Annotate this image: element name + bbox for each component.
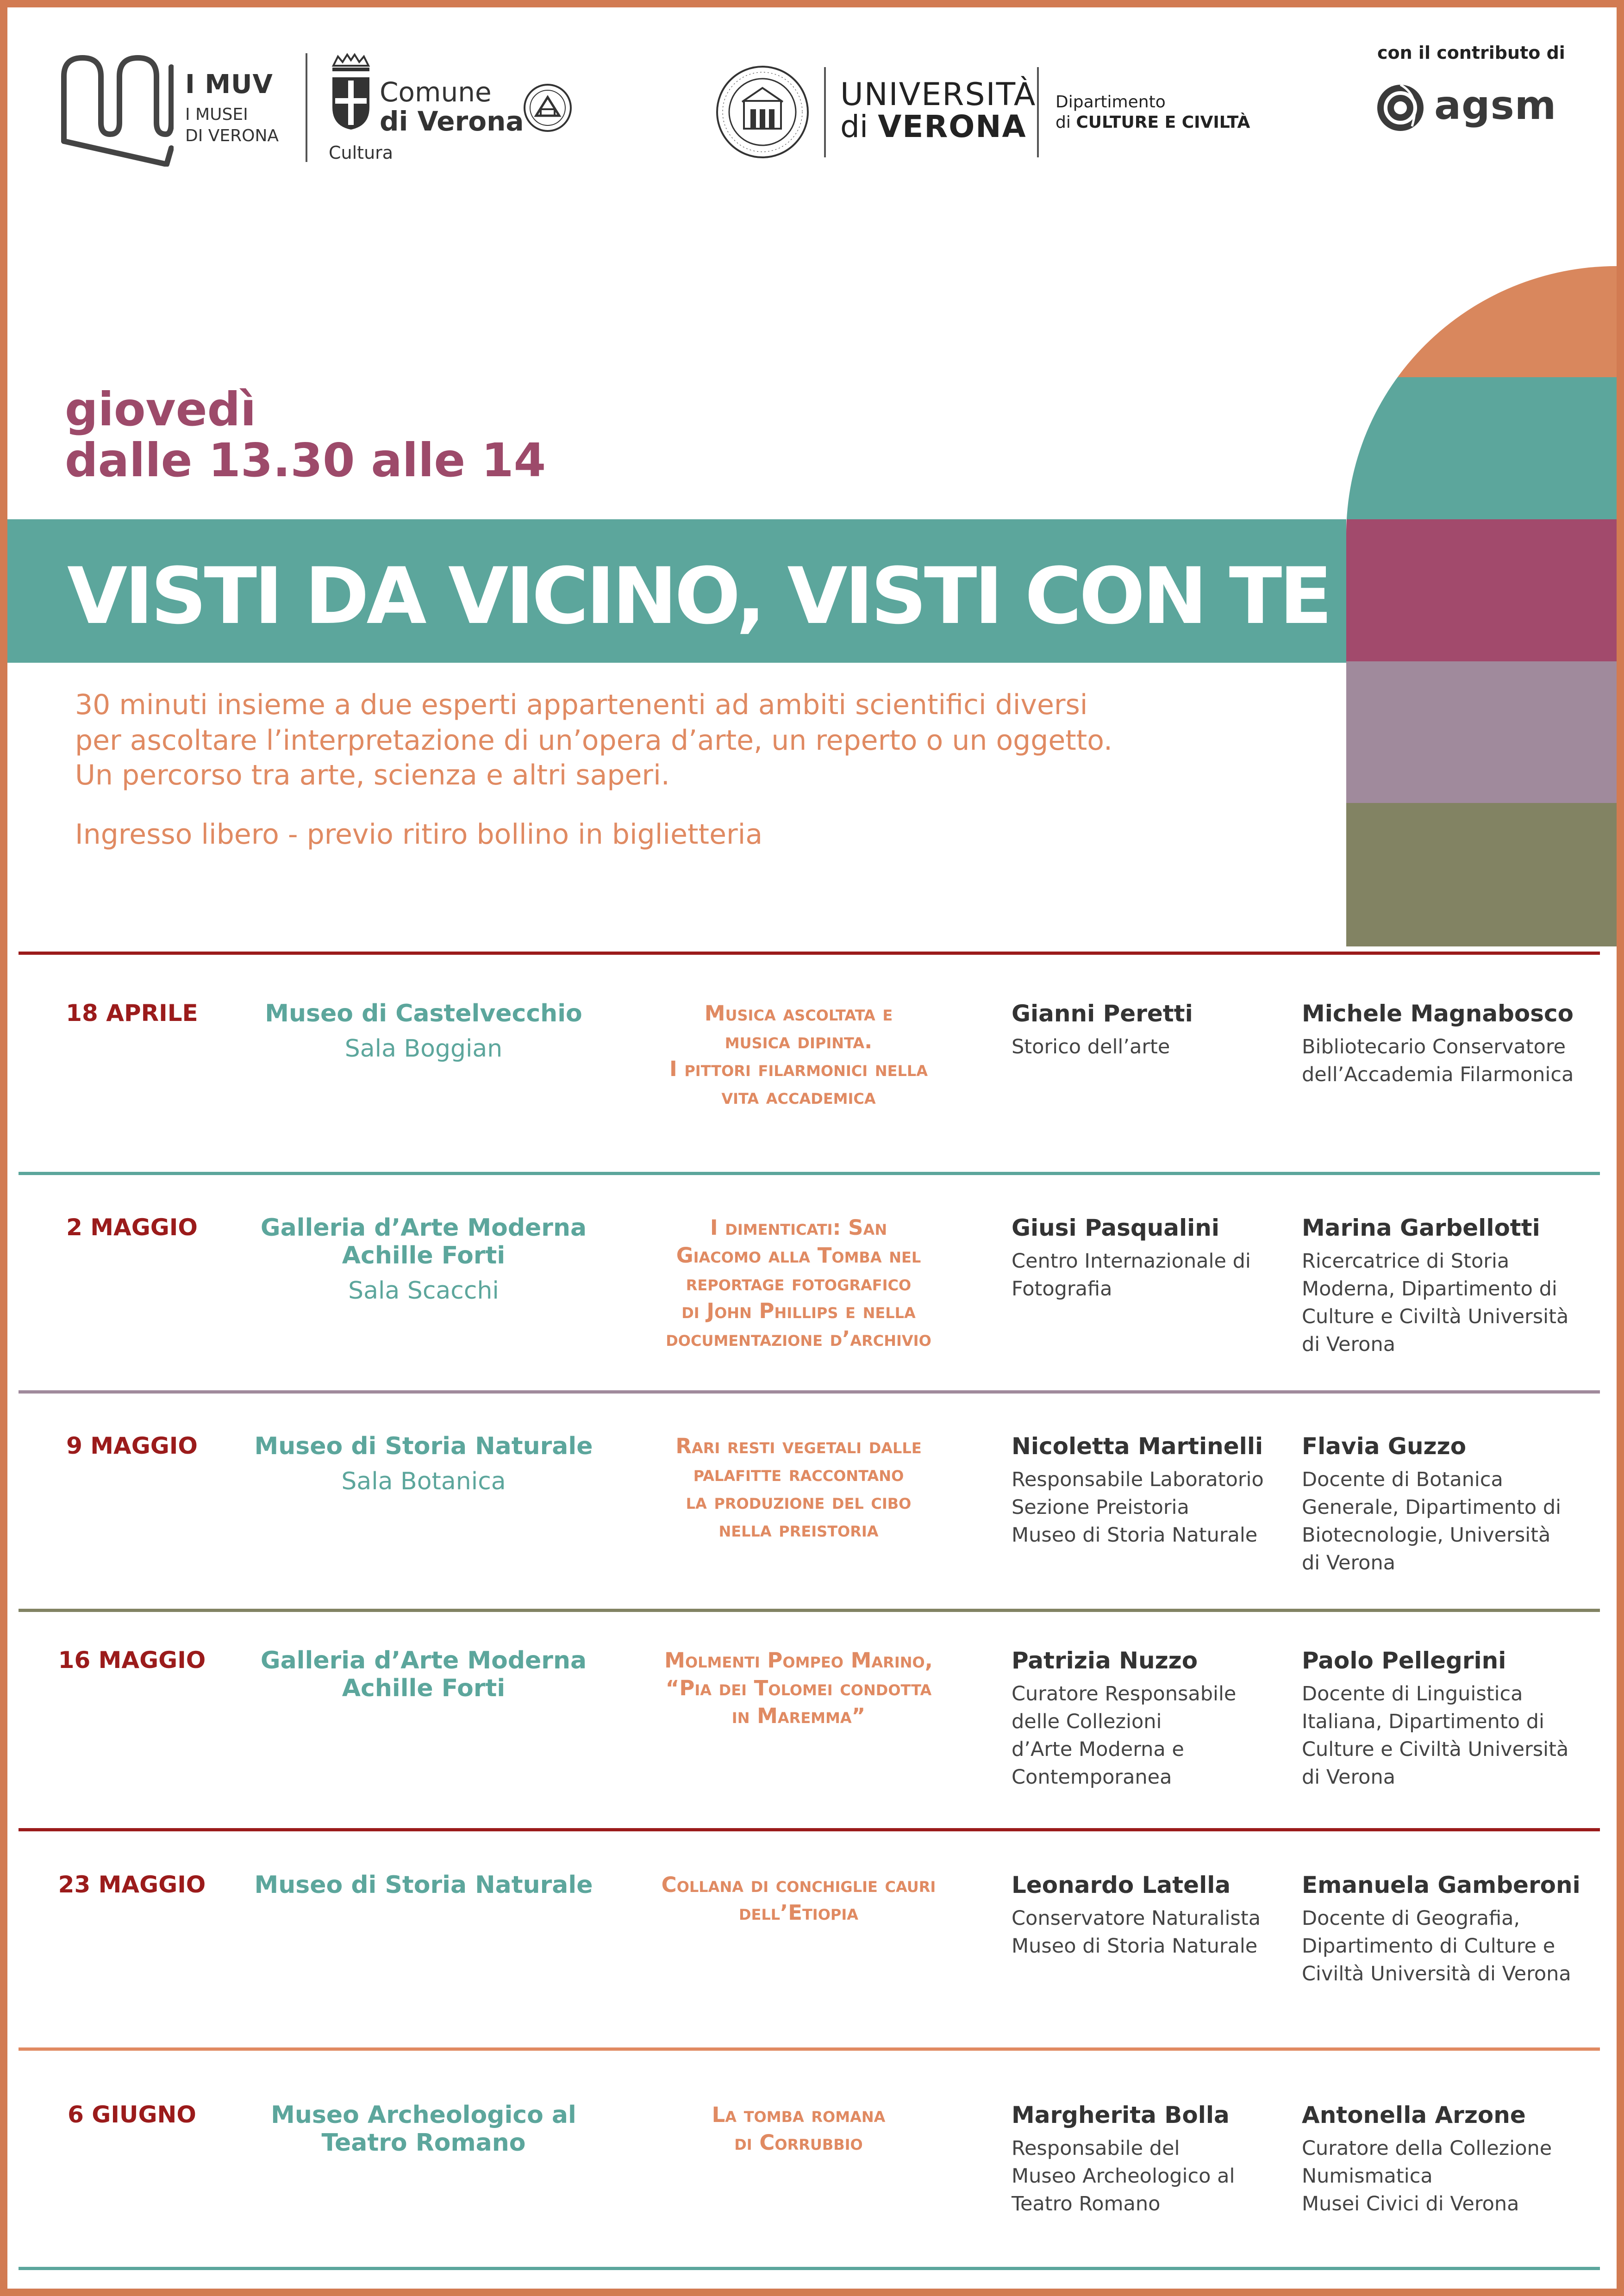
- topic-line: Musica ascoltata e: [704, 1001, 893, 1026]
- row-venue: [245, 1432, 602, 1495]
- role-line: Museo di Storia Naturale: [1012, 1524, 1258, 1547]
- role-line: Culture e Civiltà Università: [1302, 1305, 1569, 1328]
- role-line: Museo di Storia Naturale: [1012, 1935, 1258, 1958]
- muv-subtitle-line: DI VERONA: [185, 126, 279, 145]
- role-line: Sezione Preistoria: [1012, 1496, 1189, 1519]
- department-label: Dipartimento: [1056, 93, 1166, 112]
- topic-line: I dimenticati: San: [710, 1215, 887, 1240]
- row-date: 18 APRILE: [66, 1000, 198, 1027]
- expert-role: [1012, 1904, 1285, 1960]
- expert-1: [1012, 1214, 1285, 1303]
- venue-name: Museo di Castelvecchio: [265, 1000, 582, 1027]
- role-line: Conservatore Naturalista: [1012, 1907, 1261, 1930]
- topic-line: La tomba romana: [712, 2103, 886, 2127]
- role-line: Numismatica: [1302, 2165, 1433, 2188]
- expert-name: Antonella Arzone: [1302, 2102, 1526, 2128]
- topic-line: la produzione del cibo: [686, 1489, 912, 1514]
- logo-divider: [824, 67, 826, 157]
- role-line: Moderna, Dipartimento di: [1302, 1277, 1557, 1300]
- venue-name: Museo di Storia Naturale: [254, 1871, 593, 1899]
- topic-line: Molmenti Pompeo Marino,: [664, 1648, 933, 1673]
- expert-name: Emanuela Gamberoni: [1302, 1872, 1580, 1898]
- decorative-arc-bands: [1346, 266, 1617, 946]
- row-date: 16 MAGGIO: [58, 1647, 206, 1674]
- comune-name-line-1: Comune: [380, 76, 492, 108]
- expert-2: [1302, 2101, 1598, 2218]
- topic-line: nella preistoria: [718, 1517, 879, 1542]
- expert-name: Flavia Guzzo: [1302, 1433, 1467, 1460]
- university-name-line-2: [840, 109, 1027, 144]
- band-mauve: [1346, 661, 1617, 803]
- row-venue: [245, 2101, 602, 2157]
- role-line: Docente di Botanica: [1302, 1468, 1503, 1491]
- expert-role: [1012, 1466, 1285, 1549]
- topic-line: palafitte raccontano: [693, 1462, 904, 1486]
- department-name: [1056, 113, 1250, 132]
- university-name-prefix: di: [840, 109, 868, 144]
- role-line: d’Arte Moderna e: [1012, 1738, 1184, 1761]
- expert-role: [1302, 1247, 1598, 1358]
- topic-line: Collana di conchiglie cauri: [661, 1873, 936, 1897]
- topic-line: documentazione d’archivio: [666, 1326, 931, 1351]
- logo-divider: [306, 53, 307, 162]
- role-line: Museo Archeologico al: [1012, 2165, 1235, 2188]
- schedule-row: [0, 1432, 1624, 1618]
- row-topic: [602, 2101, 995, 2157]
- row-venue: [245, 1000, 602, 1063]
- department-name-prefix: di: [1056, 113, 1071, 132]
- band-orange: [1346, 266, 1617, 377]
- expert-name: Gianni Peretti: [1012, 1000, 1193, 1027]
- role-line: Musei Civici di Verona: [1302, 2192, 1519, 2215]
- schedule-row: [0, 1871, 1624, 2056]
- schedule-row: [0, 1214, 1624, 1399]
- unesco-heritage-icon: [522, 82, 573, 133]
- expert-name: Michele Magnabosco: [1302, 1000, 1574, 1027]
- expert-2: [1302, 1647, 1598, 1791]
- topic-line: in Maremma”: [731, 1704, 866, 1728]
- muv-subtitle: [185, 104, 279, 147]
- entry-note: Ingresso libero - previo ritiro bollino in biglietteria: [75, 818, 763, 851]
- topic-line: dell’Etiopia: [738, 1900, 859, 1925]
- expert-role: [1302, 1033, 1598, 1089]
- role-line: di Verona: [1302, 1551, 1396, 1574]
- expert-name: Giusi Pasqualini: [1012, 1214, 1220, 1241]
- intro-line: Un percorso tra arte, scienza e altri saperi.: [75, 759, 670, 791]
- muv-logo-icon: [60, 53, 174, 167]
- role-line: Centro Internazionale di: [1012, 1250, 1251, 1273]
- sponsor-label: con il contributo di: [1377, 43, 1565, 63]
- expert-name: Leonardo Latella: [1012, 1872, 1231, 1898]
- row-date: 23 MAGGIO: [58, 1871, 206, 1898]
- expert-role: [1302, 1680, 1598, 1791]
- role-line: Dipartimento di Culture e: [1302, 1935, 1555, 1958]
- expert-role: [1012, 2134, 1285, 2218]
- venue-room: Sala Boggian: [344, 1035, 503, 1063]
- role-line: Italiana, Dipartimento di: [1302, 1710, 1544, 1733]
- topic-line: di Corrubbio: [734, 2130, 863, 2155]
- expert-2: [1302, 1214, 1598, 1358]
- role-line: delle Collezioni: [1012, 1710, 1162, 1733]
- topic-line: di John Phillips e nella: [681, 1299, 916, 1323]
- role-line: Curatore della Collezione: [1302, 2137, 1552, 2160]
- expert-role: [1012, 1247, 1285, 1303]
- event-title: VISTI DA VICINO, VISTI CON TE: [67, 551, 1330, 641]
- logo-divider: [1037, 67, 1039, 157]
- row-venue: [245, 1214, 602, 1305]
- topic-line: “Pia dei Tolomei condotta: [665, 1676, 932, 1700]
- row-topic: [602, 1000, 995, 1111]
- expert-1: [1012, 1647, 1285, 1791]
- role-line: Culture e Civiltà Università: [1302, 1738, 1569, 1761]
- role-line: Responsabile Laboratorio: [1012, 1468, 1264, 1491]
- muv-title: I MUV: [185, 69, 273, 100]
- schedule-row: [0, 1647, 1624, 1832]
- role-line: Fotografia: [1012, 1277, 1112, 1300]
- sponsor-name: agsm: [1434, 82, 1557, 129]
- expert-role: [1302, 1466, 1598, 1577]
- expert-1: [1012, 1432, 1285, 1549]
- role-line: Curatore Responsabile: [1012, 1682, 1237, 1705]
- venue-room: Sala Scacchi: [348, 1277, 499, 1305]
- agsm-logo-icon: [1375, 82, 1426, 133]
- row-topic: [602, 1871, 995, 1927]
- topic-line: Rari resti vegetali dalle: [675, 1434, 922, 1458]
- row-date: 6 GIUGNO: [68, 2101, 196, 2128]
- role-line: Bibliotecario Conservatore: [1302, 1035, 1566, 1058]
- row-topic: [602, 1647, 995, 1730]
- row-venue: [245, 1647, 602, 1702]
- row-topic: [602, 1432, 995, 1543]
- expert-name: Margherita Bolla: [1012, 2102, 1230, 2128]
- department-name-value: CULTURE E CIVILTÀ: [1076, 113, 1250, 132]
- topic-line: Giacomo alla Tomba nel: [676, 1243, 921, 1268]
- venue-room: Sala Botanica: [341, 1468, 506, 1495]
- comune-department: Cultura: [329, 143, 394, 163]
- venue-name: Museo Archeologico al Teatro Romano: [271, 2101, 576, 2157]
- role-line: Docente di Geografia,: [1302, 1907, 1520, 1930]
- role-line: dell’Accademia Filarmonica: [1302, 1063, 1574, 1086]
- muv-subtitle-line: I MUSEI: [185, 105, 248, 124]
- expert-name: Nicoletta Martinelli: [1012, 1433, 1263, 1460]
- band-plum: [1346, 519, 1617, 661]
- expert-1: [1012, 2101, 1285, 2218]
- expert-name: Marina Garbellotti: [1302, 1214, 1540, 1241]
- expert-role: [1302, 2134, 1598, 2218]
- expert-role: [1012, 1033, 1285, 1061]
- row-topic: [602, 1214, 995, 1353]
- topic-line: musica dipinta.: [725, 1029, 873, 1053]
- topic-line: reportage fotografico: [686, 1271, 912, 1295]
- intro-line: 30 minuti insieme a due esperti appartenenti ad ambiti scientifici diversi: [75, 689, 1088, 721]
- topic-line: vita accademica: [721, 1084, 876, 1109]
- expert-1: [1012, 1871, 1285, 1960]
- schedule-row: [0, 1000, 1624, 1185]
- role-line: Contemporanea: [1012, 1766, 1172, 1789]
- venue-name: Galleria d’Arte Moderna Achille Forti: [260, 1647, 587, 1702]
- row-date: 9 MAGGIO: [66, 1432, 198, 1459]
- role-line: Biotecnologie, Università: [1302, 1524, 1551, 1547]
- university-name-city: VERONA: [878, 109, 1027, 144]
- expert-name: Patrizia Nuzzo: [1012, 1647, 1198, 1674]
- expert-2: [1302, 1871, 1598, 1988]
- role-line: di Verona: [1302, 1333, 1396, 1356]
- band-olive: [1346, 803, 1617, 946]
- venue-name: Museo di Storia Naturale: [254, 1432, 593, 1460]
- role-line: Ricercatrice di Storia: [1302, 1250, 1510, 1273]
- role-line: Teatro Romano: [1012, 2192, 1161, 2215]
- comune-name-line-2: di Verona: [380, 106, 524, 137]
- expert-role: [1012, 1680, 1285, 1791]
- schedule-row: [0, 2101, 1624, 2286]
- expert-1: [1012, 1000, 1285, 1061]
- row-rule: [19, 952, 1600, 955]
- role-line: Generale, Dipartimento di: [1302, 1496, 1562, 1519]
- university-seal-icon: [715, 65, 810, 160]
- intro-line: per ascoltare l’interpretazione di un’opera d’arte, un reperto o un oggetto.: [75, 724, 1113, 757]
- row-venue: [245, 1871, 602, 1899]
- comune-crest-icon: [329, 52, 373, 131]
- venue-name: Galleria d’Arte Moderna Achille Forti: [260, 1214, 587, 1269]
- band-teal: [1346, 377, 1617, 519]
- role-line: di Verona: [1302, 1766, 1396, 1789]
- role-line: Storico dell’arte: [1012, 1035, 1170, 1058]
- event-day: giovedì: [65, 382, 256, 436]
- expert-name: Paolo Pellegrini: [1302, 1647, 1506, 1674]
- role-line: Civiltà Università di Verona: [1302, 1962, 1571, 1985]
- university-name-line-1: UNIVERSITÀ: [840, 76, 1037, 113]
- expert-2: [1302, 1432, 1598, 1577]
- expert-role: [1302, 1904, 1598, 1988]
- role-line: Docente di Linguistica: [1302, 1682, 1523, 1705]
- topic-line: I pittori filarmonici nella: [669, 1057, 928, 1081]
- expert-2: [1302, 1000, 1598, 1089]
- row-date: 2 MAGGIO: [66, 1214, 198, 1241]
- role-line: Responsabile del: [1012, 2137, 1180, 2160]
- event-time: dalle 13.30 alle 14: [65, 433, 546, 487]
